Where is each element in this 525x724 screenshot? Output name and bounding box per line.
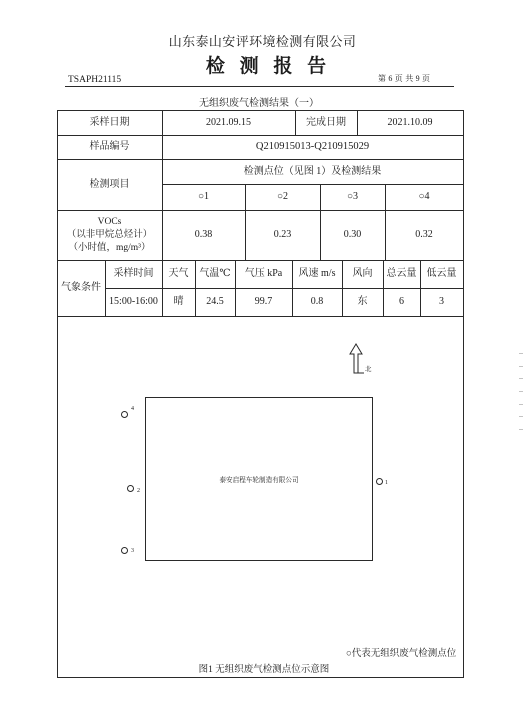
header-rule xyxy=(65,86,454,87)
scan-edge-mark xyxy=(519,366,523,367)
sampling-date-label: 采样日期 xyxy=(89,116,130,128)
weather-value: 15:00-16:00 xyxy=(109,296,158,307)
weather-header: 风速 m/s xyxy=(298,268,336,279)
weather-conditions-label: 气象条件 xyxy=(61,282,101,293)
weather-value: 东 xyxy=(357,296,368,307)
voc-result: 0.38 xyxy=(194,229,213,240)
page-indicator: 第 6 页 共 9 页 xyxy=(378,74,431,83)
sampling-date-value: 2021.09.15 xyxy=(206,116,251,128)
test-points-header: 检测点位（见图 1）及检测结果 xyxy=(243,165,382,177)
scan-edge-mark xyxy=(519,429,523,430)
completion-date-label: 完成日期 xyxy=(306,116,346,128)
scan-edge-mark xyxy=(519,416,523,417)
weather-header: 采样时间 xyxy=(113,268,154,279)
monitoring-point-icon xyxy=(121,411,128,418)
document-title: 检 测 报 告 xyxy=(205,56,332,77)
scan-edge-mark xyxy=(519,404,523,405)
monitoring-point-label: 2 xyxy=(137,488,140,494)
table-divider xyxy=(57,316,464,317)
weather-header: 风向 xyxy=(352,268,373,279)
voc-result: 0.23 xyxy=(273,229,292,240)
weather-value: 24.5 xyxy=(206,296,224,307)
test-item-label: 检测项目 xyxy=(89,178,130,190)
voc-label-line: （以非甲烷总烃计） xyxy=(66,229,153,240)
voc-label-line: VOCs xyxy=(97,216,122,227)
weather-value: 晴 xyxy=(173,296,184,307)
weather-value: 6 xyxy=(399,296,404,307)
voc-label-line: （小时值，mg/m³） xyxy=(68,242,151,253)
monitoring-point-label: 4 xyxy=(131,406,134,412)
voc-result: 0.32 xyxy=(415,229,433,240)
report-number: TSAPH21115 xyxy=(68,75,122,85)
facility-outline xyxy=(145,397,373,561)
monitoring-point-icon xyxy=(127,485,134,492)
figure-caption: 图1 无组织废气检测点位示意图 xyxy=(198,665,330,675)
voc-result: 0.30 xyxy=(343,229,362,240)
weather-value: 3 xyxy=(439,296,444,307)
sample-number-value: Q210915013-Q210915029 xyxy=(255,140,370,152)
weather-header: 气温℃ xyxy=(199,268,231,279)
company-name: 山东泰山安评环境检测有限公司 xyxy=(168,34,357,49)
test-point-header: ○2 xyxy=(276,191,289,202)
figure-legend: ○代表无组织废气检测点位 xyxy=(346,649,457,659)
weather-value: 0.8 xyxy=(310,296,324,307)
scan-edge-mark xyxy=(519,378,523,379)
weather-value: 99.7 xyxy=(254,296,273,307)
voc-parameter-label xyxy=(57,210,162,260)
weather-header: 天气 xyxy=(168,268,189,279)
monitoring-point-label: 3 xyxy=(131,548,134,554)
sample-number-label: 样品编号 xyxy=(89,141,130,152)
weather-header: 气压 kPa xyxy=(244,268,283,279)
north-label: 北 xyxy=(365,366,372,373)
scan-edge-mark xyxy=(519,353,523,354)
test-point-header: ○1 xyxy=(197,191,210,202)
test-point-header: ○3 xyxy=(346,191,359,202)
weather-header: 总云量 xyxy=(386,268,417,279)
weather-header: 低云量 xyxy=(426,268,457,279)
monitoring-point-icon xyxy=(121,547,128,554)
table-title: 无组织废气检测结果（一） xyxy=(199,98,319,109)
facility-name: 泰安启程车轮制造有限公司 xyxy=(219,477,299,484)
monitoring-point-icon xyxy=(376,478,383,485)
monitoring-point-label: 1 xyxy=(385,480,388,486)
completion-date-value: 2021.10.09 xyxy=(387,116,433,128)
test-point-header: ○4 xyxy=(418,191,430,202)
scan-edge-mark xyxy=(519,391,523,392)
